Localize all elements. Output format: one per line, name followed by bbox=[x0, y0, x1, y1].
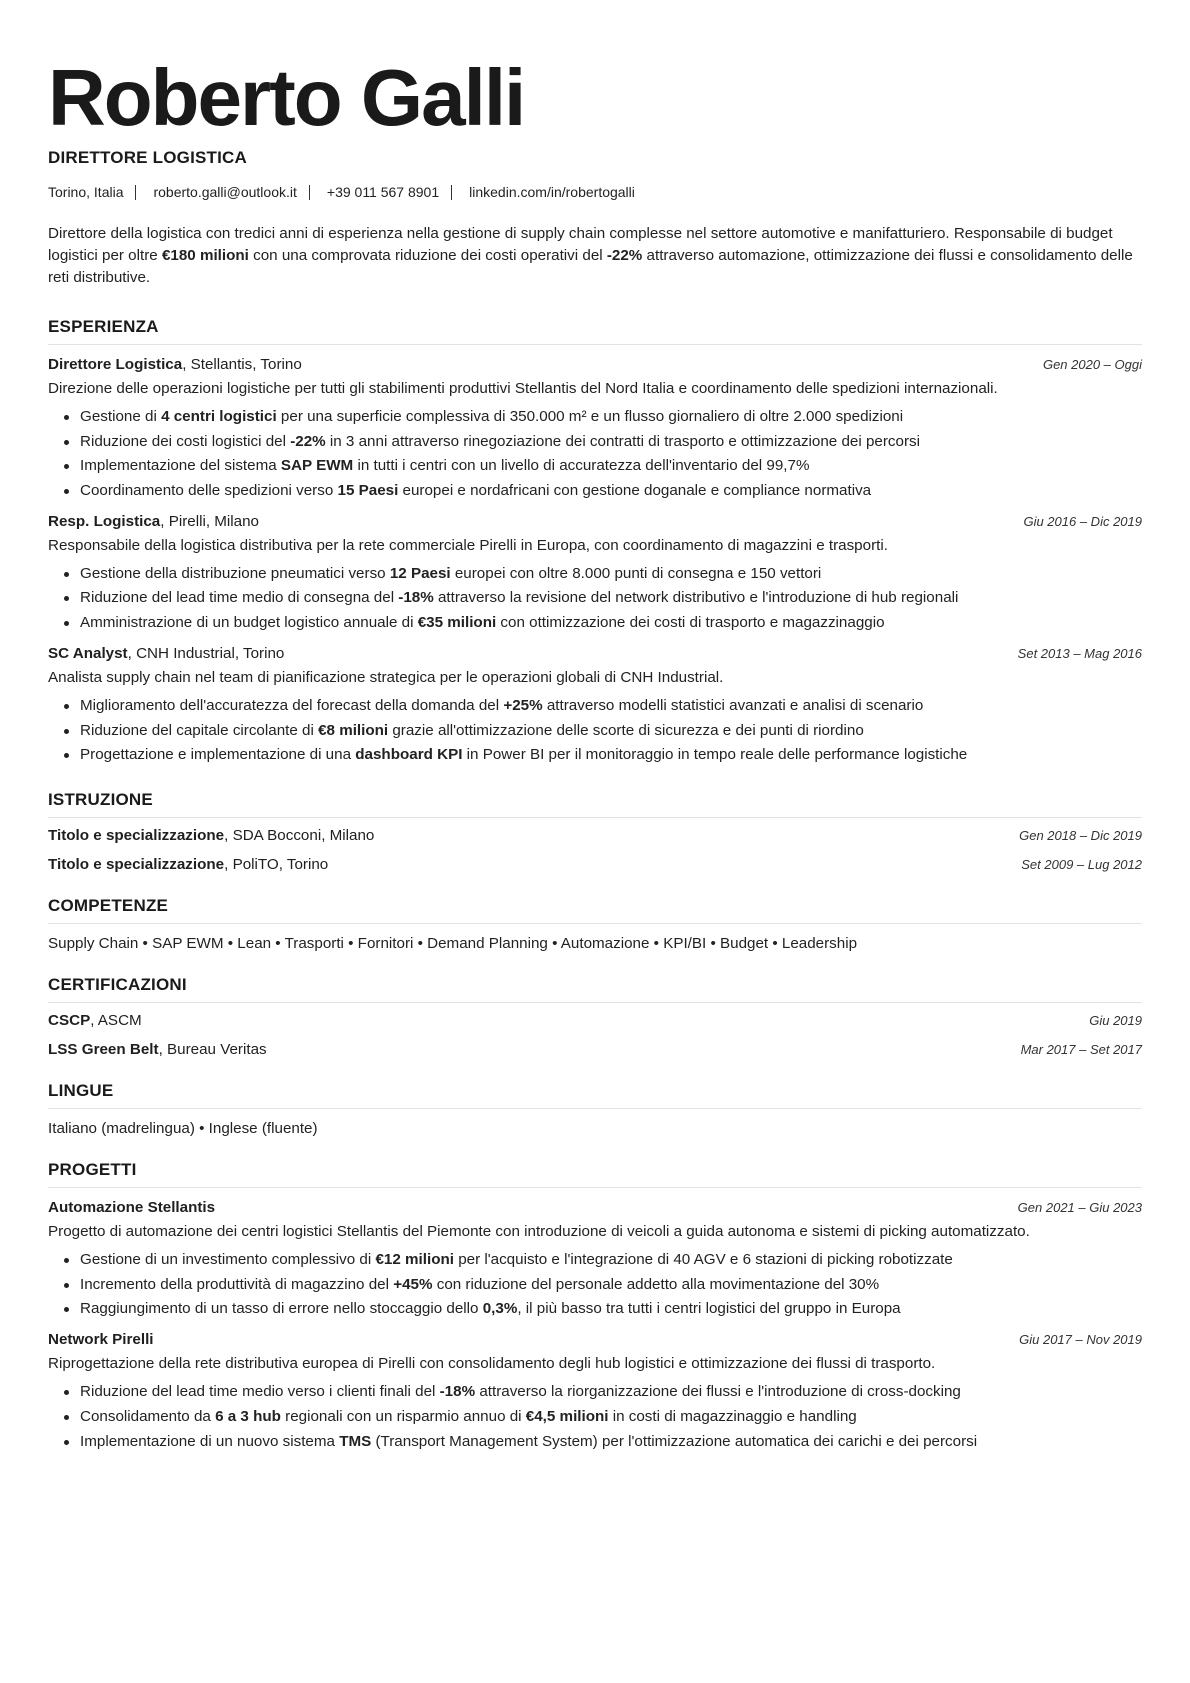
text-run: Gestione di bbox=[80, 408, 162, 425]
text-run: per l'acquisto e l'integrazione di 40 AGV e 6 stazioni di picking robotizzate bbox=[453, 1251, 953, 1269]
languages-section bbox=[48, 1081, 1142, 1140]
text-run: Incremento della produttività di magazzino del bbox=[80, 1275, 394, 1293]
certifications-list bbox=[48, 1010, 1142, 1061]
entry-title: Direttore Logistica bbox=[48, 356, 183, 373]
skills-list: Supply Chain • SAP EWM • Lean • Trasporti • Fornitori • Demand Planning • Automazione • KPI/BI • Budget • Leadership bbox=[48, 935, 858, 953]
entry-title: Network Pirelli bbox=[48, 1331, 154, 1349]
entry-title: LSS Green Belt bbox=[48, 1041, 159, 1059]
text-run: europei con oltre 8.000 punti di consegna e 150 vettori bbox=[450, 564, 822, 582]
entry-organization: , Pirelli, Milano bbox=[160, 512, 259, 530]
entry-header bbox=[48, 1329, 1142, 1351]
entry-organization: , SDA Bocconi, Milano bbox=[224, 827, 375, 845]
text-run: grazie all'ottimizzazione delle scorte di sicurezza e dei punti di riordino bbox=[388, 721, 864, 739]
text-run: Direttore della logistica con tredici anni di esperienza nella gestione di supply chain complesse nel settore automotive e manifatturiero. Responsabile di budget logistici per oltre bbox=[48, 225, 1113, 264]
bullet-item bbox=[80, 1249, 1142, 1271]
highlight-text: 0,3% bbox=[482, 1300, 518, 1318]
entry bbox=[48, 1197, 1142, 1320]
education-section bbox=[48, 790, 1142, 876]
text-run: in tutti i centri con un livello di accuratezza dell'inventario del 99,7% bbox=[353, 457, 810, 475]
entry-organization: , Stellantis, Torino bbox=[182, 356, 302, 373]
entry-title: Titolo e specializzazione bbox=[48, 856, 225, 874]
entry-heading bbox=[48, 1197, 215, 1219]
bullet-item bbox=[80, 720, 1142, 742]
entry-date: Set 2013 – Mag 2016 bbox=[1017, 645, 1142, 661]
contact-email[interactable]: roberto.galli@outlook.it bbox=[153, 184, 297, 200]
entry-header bbox=[48, 1197, 1142, 1219]
section-title-education: ISTRUZIONE bbox=[48, 790, 1142, 818]
entry-title: Automazione Stellantis bbox=[48, 1199, 216, 1217]
highlight-text: -22% bbox=[290, 432, 326, 450]
entry-heading bbox=[48, 854, 328, 876]
bullet-item bbox=[80, 1381, 1142, 1403]
text-run: , il più basso tra tutti i centri logistici del gruppo in Europa bbox=[517, 1300, 901, 1318]
projects-section bbox=[48, 1160, 1142, 1452]
highlight-text: SAP EWM bbox=[280, 457, 354, 475]
profile-summary bbox=[48, 223, 1142, 289]
text-run: (Transport Management System) per l'ottimizzazione automatica dei carichi e dei percorsi bbox=[371, 1432, 978, 1450]
text-run: Miglioramento dell'accuratezza del forecast della domanda del bbox=[80, 696, 504, 714]
bullet-item bbox=[80, 1431, 1142, 1453]
text-run: Consolidamento da bbox=[80, 1407, 216, 1425]
entry-heading bbox=[48, 354, 302, 376]
certifications-section bbox=[48, 975, 1142, 1061]
entry bbox=[48, 1039, 1142, 1061]
highlight-text: -18% bbox=[439, 1383, 476, 1401]
projects-list bbox=[48, 1197, 1142, 1452]
entry bbox=[48, 511, 1142, 634]
entry-organization: , PoliTO, Torino bbox=[224, 856, 329, 874]
text-run: Raggiungimento di un tasso di errore nello stoccaggio dello bbox=[80, 1300, 483, 1318]
entry-heading bbox=[48, 1010, 142, 1032]
entry-heading bbox=[48, 1329, 154, 1351]
text-run: con ottimizzazione dei costi di trasporto e magazzinaggio bbox=[496, 613, 885, 631]
text-run: Coordinamento delle spedizioni verso bbox=[80, 481, 338, 499]
entry-title: Resp. Logistica bbox=[48, 512, 161, 530]
bullet-item bbox=[80, 406, 1142, 428]
text-run: regionali con un risparmio annuo di bbox=[280, 1407, 526, 1425]
entry-description: Riprogettazione della rete distributiva europea di Pirelli con consolidamento degli hub logistici e ottimizzazione dei flussi di trasporto. bbox=[48, 1355, 936, 1373]
contact-divider bbox=[135, 185, 136, 200]
entry-heading bbox=[48, 511, 259, 533]
text-run: Progettazione e implementazione di una bbox=[80, 746, 356, 764]
entry bbox=[48, 1010, 1142, 1032]
entry-date: Gen 2020 – Oggi bbox=[1042, 357, 1142, 372]
candidate-role: DIRETTORE LOGISTICA bbox=[48, 148, 247, 167]
candidate-name: Roberto Galli bbox=[48, 53, 525, 142]
text-run: attraverso automazione, ottimizzazione dei flussi e consolidamento delle reti distributive. bbox=[48, 247, 1133, 286]
text-run: attraverso la riorganizzazione dei flussi e l'introduzione di cross-docking bbox=[475, 1383, 961, 1401]
entry-header bbox=[48, 1039, 1142, 1061]
highlight-text: TMS bbox=[339, 1432, 372, 1450]
highlight-text: €12 milioni bbox=[375, 1251, 454, 1269]
entry-heading bbox=[48, 1039, 267, 1061]
text-run: Amministrazione di un budget logistico annuale di bbox=[80, 613, 418, 631]
bullet-item bbox=[80, 612, 1142, 634]
entry-header bbox=[48, 643, 1142, 665]
entry-title: Titolo e specializzazione bbox=[48, 827, 225, 845]
entry-description: Responsabile della logistica distributiva per la rete commerciale Pirelli in Europa, con coordinamento di magazzini e trasporti. bbox=[48, 536, 888, 554]
entry-organization: , Bureau Veritas bbox=[158, 1041, 267, 1059]
bullet-list bbox=[48, 406, 1142, 502]
entry-date: Gen 2018 – Dic 2019 bbox=[1019, 828, 1142, 844]
bullet-item bbox=[80, 1298, 1142, 1320]
entry-title: SC Analyst bbox=[48, 644, 128, 662]
text-run: Riduzione dei costi logistici del bbox=[80, 432, 291, 450]
text-run: in Power BI per il monitoraggio in tempo reale delle performance logistiche bbox=[462, 746, 968, 764]
bullet-list bbox=[48, 1249, 1142, 1320]
entry-description: Analista supply chain nel team di pianificazione strategica per le operazioni globali di CNH Industrial. bbox=[48, 668, 724, 686]
bullet-item bbox=[80, 1406, 1142, 1428]
highlight-text: 12 Paesi bbox=[389, 564, 451, 582]
entry-header bbox=[48, 354, 1142, 376]
text-run: Gestione di un investimento complessivo di bbox=[80, 1251, 376, 1269]
entry-description: Progetto di automazione dei centri logistici Stellantis del Piemonte con introduzione di veicoli a guida autonoma e sistemi di picking automatizzato. bbox=[48, 1223, 1030, 1241]
highlight-text: -18% bbox=[398, 589, 434, 607]
entry-header bbox=[48, 1010, 1142, 1032]
bullet-item bbox=[80, 455, 1142, 477]
bullet-item bbox=[80, 563, 1142, 585]
text-run: con riduzione del personale addetto alla movimentazione del 30% bbox=[432, 1275, 880, 1293]
section-title-skills: COMPETENZE bbox=[48, 896, 1142, 924]
text-run: Implementazione di un nuovo sistema bbox=[80, 1432, 340, 1450]
experience-list bbox=[48, 354, 1142, 766]
text-run: attraverso modelli statistici avanzati e analisi di scenario bbox=[542, 696, 924, 714]
text-run: Riduzione del lead time medio di consegna del bbox=[80, 589, 399, 607]
contact-divider bbox=[451, 185, 452, 200]
entry-date: Gen 2021 – Giu 2023 bbox=[1017, 1200, 1142, 1216]
highlight-text: +45% bbox=[393, 1275, 433, 1293]
section-title-languages: LINGUE bbox=[48, 1081, 1142, 1109]
skills-section bbox=[48, 896, 1142, 955]
entry-organization: , ASCM bbox=[90, 1012, 142, 1030]
highlight-text: 15 Paesi bbox=[337, 481, 399, 499]
highlight-text: €4,5 milioni bbox=[525, 1407, 609, 1425]
education-list bbox=[48, 825, 1142, 876]
bullet-list bbox=[48, 1381, 1142, 1452]
text-run: in costi di magazzinaggio e handling bbox=[608, 1407, 857, 1425]
entry-header bbox=[48, 854, 1142, 876]
bullet-list bbox=[48, 563, 1142, 634]
highlight-text: +25% bbox=[503, 696, 543, 714]
bullet-item bbox=[80, 695, 1142, 717]
entry bbox=[48, 354, 1142, 502]
section-title-certifications: CERTIFICAZIONI bbox=[48, 975, 1142, 1003]
entry bbox=[48, 854, 1142, 876]
entry bbox=[48, 643, 1142, 766]
languages-list: Italiano (madrelingua) • Inglese (fluente) bbox=[48, 1120, 318, 1138]
bullet-item bbox=[80, 480, 1142, 502]
entry-date: Set 2009 – Lug 2012 bbox=[1021, 857, 1142, 873]
text-run: Riduzione del capitale circolante di bbox=[80, 721, 319, 739]
contact-bar bbox=[48, 184, 1142, 200]
experience-section bbox=[48, 317, 1142, 766]
text-run: con una comprovata riduzione dei costi operativi del bbox=[248, 247, 607, 264]
text-run: Gestione della distribuzione pneumatici verso bbox=[80, 564, 390, 582]
entry-header bbox=[48, 825, 1142, 847]
highlight-text: €180 milioni bbox=[161, 247, 249, 264]
bullet-item bbox=[80, 1274, 1142, 1296]
entry-description: Direzione delle operazioni logistiche per tutti gli stabilimenti produttivi Stellantis del Nord Italia e coordinamento delle spedizioni internazionali. bbox=[48, 380, 998, 397]
bullet-item bbox=[80, 431, 1142, 453]
bullet-item bbox=[80, 744, 1142, 766]
text-run: Riduzione del lead time medio verso i clienti finali del bbox=[80, 1383, 440, 1401]
entry-date: Giu 2016 – Dic 2019 bbox=[1023, 513, 1142, 529]
highlight-text: 6 a 3 hub bbox=[215, 1407, 281, 1425]
entry-date: Mar 2017 – Set 2017 bbox=[1020, 1042, 1142, 1058]
entry-title: CSCP bbox=[48, 1012, 91, 1030]
highlight-text: 4 centri logistici bbox=[161, 408, 277, 425]
text-run: per una superficie complessiva di 350.000 m² e un flusso giornaliero di oltre 2.000 spedizioni bbox=[276, 408, 904, 425]
entry-date: Giu 2019 bbox=[1089, 1013, 1142, 1029]
contact-linkedin[interactable]: linkedin.com/in/robertogalli bbox=[469, 184, 635, 200]
section-title-projects: PROGETTI bbox=[48, 1160, 1142, 1188]
entry-heading bbox=[48, 825, 374, 847]
entry-heading bbox=[48, 643, 284, 665]
text-run: attraverso la revisione del network distributivo e l'introduzione di hub regionali bbox=[433, 589, 959, 607]
text-run: europei e nordafricani con gestione doganale e compliance normativa bbox=[398, 481, 872, 499]
entry-header bbox=[48, 511, 1142, 533]
contact-divider bbox=[309, 185, 310, 200]
section-title-experience: ESPERIENZA bbox=[48, 317, 1142, 345]
entry bbox=[48, 825, 1142, 847]
entry-date: Giu 2017 – Nov 2019 bbox=[1019, 1332, 1142, 1348]
highlight-text: dashboard KPI bbox=[355, 746, 463, 764]
contact-phone[interactable]: +39 011 567 8901 bbox=[326, 184, 440, 200]
text-run: in 3 anni attraverso rinegoziazione dei contratti di trasporto e ottimizzazione dei percorsi bbox=[325, 432, 920, 450]
bullet-list bbox=[48, 695, 1142, 766]
highlight-text: €35 milioni bbox=[417, 613, 497, 631]
contact-location: Torino, Italia bbox=[48, 184, 124, 200]
text-run: Implementazione del sistema bbox=[80, 457, 281, 475]
entry-organization: , CNH Industrial, Torino bbox=[127, 644, 285, 662]
bullet-item bbox=[80, 587, 1142, 609]
highlight-text: €8 milioni bbox=[318, 721, 389, 739]
highlight-text: -22% bbox=[606, 247, 643, 264]
entry bbox=[48, 1329, 1142, 1452]
